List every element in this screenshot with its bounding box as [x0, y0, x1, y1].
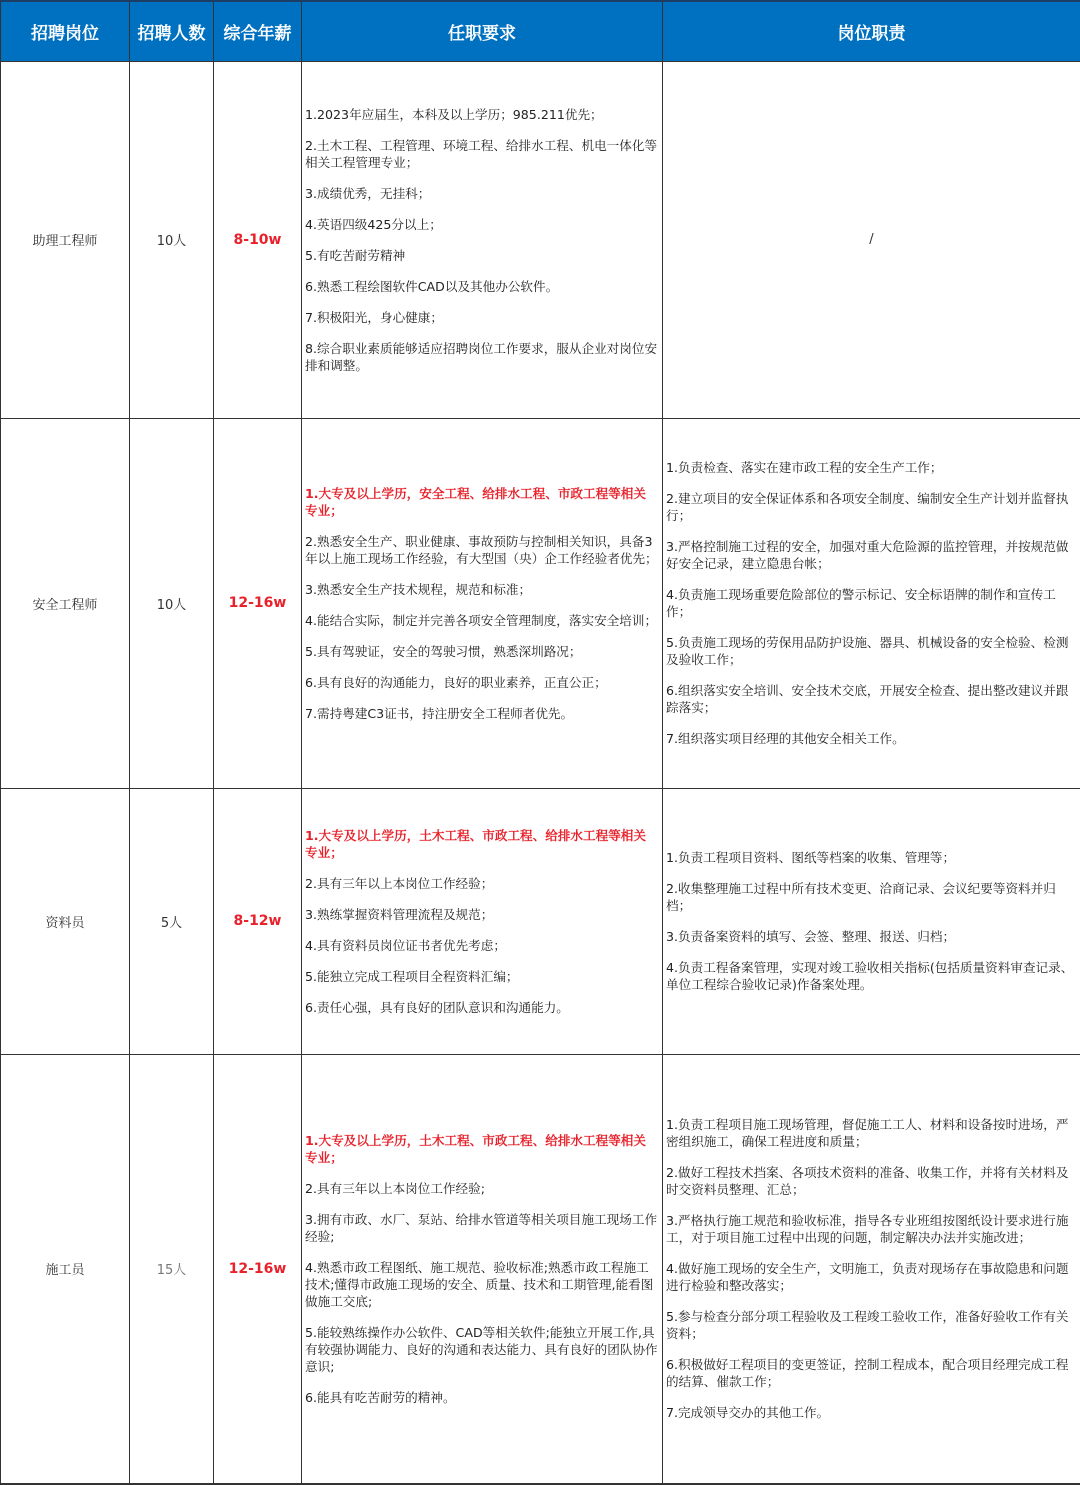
requirement-item: 7.积极阳光，身心健康；	[305, 309, 658, 326]
table-row	[1, 788, 1080, 1054]
salary-cell: 12-16w	[214, 1054, 302, 1484]
requirement-item: 4.熟悉市政工程图纸、施工规范、验收标准;熟悉市政工程施工技术;懂得市政施工现场的安全、质量、技术和工期管理,能看图做施工交底;	[305, 1259, 658, 1310]
duty-item: 3.严格控制施工过程的安全，加强对重大危险源的监控管理，并按规范做好安全记录，建立隐患台帐；	[666, 538, 1076, 572]
requirements-cell	[302, 61, 663, 418]
header-row	[1, 1, 1080, 61]
col-header-requirements: 任职要求	[302, 1, 663, 61]
salary-cell: 8-12w	[214, 788, 302, 1054]
requirement-item: 5.能较熟练操作办公软件、CAD等相关软件;能独立开展工作,具有较强协调能力、良好的沟通和表达能力、具有良好的团队协作意识;	[305, 1324, 658, 1375]
requirement-item: 6.具有良好的沟通能力，良好的职业素养，正直公正；	[305, 674, 658, 691]
requirements-cell	[302, 418, 663, 788]
requirement-item: 5.有吃苦耐劳精神	[305, 247, 658, 264]
col-header-position: 招聘岗位	[1, 1, 130, 61]
col-header-duties: 岗位职责	[663, 1, 1080, 61]
duty-item: 6.积极做好工程项目的变更签证，控制工程成本，配合项目经理完成工程的结算、催款工作；	[666, 1356, 1076, 1390]
requirement-item: 6.能具有吃苦耐劳的精神。	[305, 1389, 658, 1406]
requirement-item: 2.具有三年以上本岗位工作经验;	[305, 1180, 658, 1197]
duty-item: 7.完成领导交办的其他工作。	[666, 1404, 1076, 1421]
requirement-item: 2.熟悉安全生产、职业健康、事故预防与控制相关知识，具备3年以上施工现场工作经验，有大型国（央）企工作经验者优先；	[305, 533, 658, 567]
table-row	[1, 1054, 1080, 1484]
duty-item: 6.组织落实安全培训、安全技术交底，开展安全检查、提出整改建议并跟踪落实；	[666, 682, 1076, 716]
duty-item: 2.建立项目的安全保证体系和各项安全制度、编制安全生产计划并监督执行；	[666, 490, 1076, 524]
requirement-item: 4.英语四级425分以上；	[305, 216, 658, 233]
duties-cell: /	[663, 61, 1080, 418]
duty-item: 5.参与检查分部分项工程验收及工程竣工验收工作，准备好验收工作有关资料；	[666, 1308, 1076, 1342]
duty-item: 3.严格执行施工规范和验收标准，指导各专业班组按图纸设计要求进行施工，对于项目施工过程中出现的问题，制定解决办法并实施改进；	[666, 1212, 1076, 1246]
duties-cell	[663, 418, 1080, 788]
duty-item: 4.负责工程备案管理，实现对竣工验收相关指标(包括质量资料审查记录、单位工程综合验收记录)作备案处理。	[666, 959, 1076, 993]
requirement-item: 6.熟悉工程绘图软件CAD以及其他办公软件。	[305, 278, 658, 295]
requirement-item: 6.责任心强，具有良好的团队意识和沟通能力。	[305, 999, 658, 1016]
duty-item: 5.负责施工现场的劳保用品防护设施、器具、机械设备的安全检验、检测及验收工作；	[666, 634, 1076, 668]
duty-item: 7.组织落实项目经理的其他安全相关工作。	[666, 730, 1076, 747]
requirement-item: 8.综合职业素质能够适应招聘岗位工作要求，服从企业对岗位安排和调整。	[305, 340, 658, 374]
requirement-item: 2.土木工程、工程管理、环境工程、给排水工程、机电一体化等相关工程管理专业；	[305, 137, 658, 171]
col-header-count: 招聘人数	[130, 1, 214, 61]
requirement-item-highlight: 1.大专及以上学历，安全工程、给排水工程、市政工程等相关专业；	[305, 485, 658, 519]
count-cell: 10人	[130, 61, 214, 418]
position-cell: 安全工程师	[1, 418, 130, 788]
col-header-salary: 综合年薪	[214, 1, 302, 61]
table-row	[1, 418, 1080, 788]
count-cell: 10人	[130, 418, 214, 788]
position-cell: 资料员	[1, 788, 130, 1054]
position-cell: 助理工程师	[1, 61, 130, 418]
table-row	[1, 61, 1080, 418]
requirement-item: 1.2023年应届生，本科及以上学历；985.211优先；	[305, 106, 658, 123]
count-cell: 5人	[130, 788, 214, 1054]
requirement-item: 5.能独立完成工程项目全程资料汇编；	[305, 968, 658, 985]
duty-item: 1.负责检查、落实在建市政工程的安全生产工作；	[666, 459, 1076, 476]
salary-cell: 8-10w	[214, 61, 302, 418]
requirement-item: 4.具有资料员岗位证书者优先考虑；	[305, 937, 658, 954]
requirement-item: 3.成绩优秀，无挂科；	[305, 185, 658, 202]
duties-cell	[663, 1054, 1080, 1484]
requirement-item: 5.具有驾驶证，安全的驾驶习惯，熟悉深圳路况；	[305, 643, 658, 660]
requirement-item: 4.能结合实际，制定并完善各项安全管理制度，落实安全培训；	[305, 612, 658, 629]
requirement-item: 3.熟练掌握资料管理流程及规范；	[305, 906, 658, 923]
requirement-item-highlight: 1.大专及以上学历，土木工程、市政工程、给排水工程等相关专业；	[305, 1132, 658, 1166]
duties-cell	[663, 788, 1080, 1054]
salary-cell: 12-16w	[214, 418, 302, 788]
duty-item: 4.做好施工现场的安全生产，文明施工，负责对现场存在事故隐患和问题进行检验和整改落实；	[666, 1260, 1076, 1294]
position-cell: 施工员	[1, 1054, 130, 1484]
requirement-item: 3.拥有市政、水厂、泵站、给排水管道等相关项目施工现场工作经验;	[305, 1211, 658, 1245]
duty-item: 1.负责工程项目施工现场管理，督促施工工人、材料和设备按时进场，严密组织施工，确保工程进度和质量；	[666, 1116, 1076, 1150]
requirement-item-highlight: 1.大专及以上学历，土木工程、市政工程、给排水工程等相关专业；	[305, 827, 658, 861]
requirement-item: 7.需持粤建C3证书，持注册安全工程师者优先。	[305, 705, 658, 722]
requirements-cell	[302, 1054, 663, 1484]
duty-item: 2.做好工程技术挡案、各项技术资料的准备、收集工作，并将有关材料及时交资料员整理、汇总；	[666, 1164, 1076, 1198]
requirement-item: 2.具有三年以上本岗位工作经验；	[305, 875, 658, 892]
duty-item: 3.负责备案资料的填写、会签、整理、报送、归档；	[666, 928, 1076, 945]
count-cell: 15人	[130, 1054, 214, 1484]
duty-item: 1.负责工程项目资料、图纸等档案的收集、管理等；	[666, 849, 1076, 866]
duty-item: 4.负责施工现场重要危险部位的警示标记、安全标语牌的制作和宣传工作；	[666, 586, 1076, 620]
requirement-item: 3.熟悉安全生产技术规程，规范和标准；	[305, 581, 658, 598]
duty-item: 2.收集整理施工过程中所有技术变更、洽商记录、会议纪要等资料并归档；	[666, 880, 1076, 914]
requirements-cell	[302, 788, 663, 1054]
